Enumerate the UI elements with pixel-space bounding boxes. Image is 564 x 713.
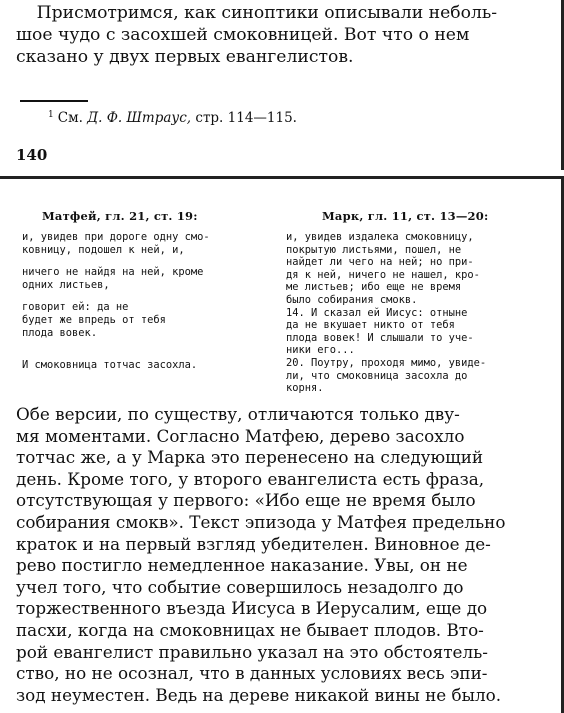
body-line: ство, но не осознал, что в данных условиях весь эпи- <box>16 663 488 684</box>
footnote-prefix: См. <box>57 110 83 126</box>
matthew-line: говорит ей: да не <box>22 301 129 314</box>
page-number: 140 <box>16 146 48 164</box>
body-line: Обе версии, по существу, отличаются только дву- <box>16 404 460 424</box>
footnote-marker: 1 <box>48 110 54 120</box>
mark-line: ли, что смоковница засохла до <box>286 369 468 382</box>
body-line: рой евангелист правильно указал на это обстоятель- <box>16 641 488 662</box>
matthew-spacer <box>22 339 266 349</box>
mark-line: ме листьев; ибо еще не время <box>286 281 462 294</box>
intro-paragraph <box>16 2 552 68</box>
mark-line: ники его... <box>286 344 355 357</box>
intro-line: шое чудо с засохшей смоковницей. Вот что о нем <box>16 25 470 45</box>
intro-line: сказано у двух первых евангелистов. <box>16 47 354 67</box>
matthew-spacer <box>22 256 266 266</box>
mark-line: 14. И сказал ей Иисус: отныне <box>286 306 468 319</box>
matthew-line: ничего не найдя на ней, кроме <box>22 266 204 279</box>
matthew-spacer <box>22 291 266 301</box>
intro-line: Присмотримся, как синоптики описывали неболь- <box>36 3 498 23</box>
body-line: собирания смокв». Текст эпизода у Матфея предельно <box>16 511 506 532</box>
mark-column <box>286 231 544 395</box>
mark-line: покрытую листьями, пошел, не <box>286 243 462 256</box>
body-line: торжественного въезда Иисуса в Иерусалим, еще до <box>16 598 488 619</box>
mark-line: было собирания смокв. <box>286 293 418 306</box>
mark-line: дя к ней, ничего не нашел, кро- <box>286 268 480 281</box>
body-line: рево постигло немедленное наказание. Увы, он не <box>16 555 468 576</box>
footnote-suffix: стр. 114—115. <box>195 110 297 126</box>
body-line: пасхи, когда на смоковницах не бывает плодов. Вто- <box>16 619 484 640</box>
matthew-heading: Матфей, гл. 21, ст. 19: <box>42 209 198 223</box>
body-line: зод неуместен. Ведь на дереве никакой вины не было. <box>16 684 502 705</box>
body-line: краток и на первый взгляд убедителен. Виновное де- <box>16 533 491 554</box>
matthew-line: будет же впредь от тебя <box>22 313 166 326</box>
mark-line: да не вкушает никто от тебя <box>286 319 455 332</box>
mark-line: 20. Поутру, проходя мимо, увиде- <box>286 356 487 369</box>
mark-line: плода вовек! И слышали то уче- <box>286 331 474 344</box>
mark-heading: Марк, гл. 11, ст. 13—20: <box>322 209 489 223</box>
footnote-author: Д. Ф. Штраус, <box>87 110 192 126</box>
body-line: день. Кроме того, у второго евангелиста есть фраза, <box>16 468 485 489</box>
mark-line: и, увидев издалека смоковницу, <box>286 231 474 243</box>
mark-line: найдет ли чего на ней; но при- <box>286 256 474 269</box>
body-line: мя моментами. Согласно Матфею, дерево засохло <box>16 425 465 446</box>
body-paragraph <box>16 404 546 706</box>
footnote <box>48 110 297 126</box>
mark-line: корня. <box>286 382 324 395</box>
body-line: тотчас же, а у Марка это перенесено на следующий <box>16 447 484 468</box>
matthew-line: и, увидев при дороге одну смо- <box>22 231 210 243</box>
matthew-line: И смоковница тотчас засохла. <box>22 359 198 372</box>
matthew-spacer <box>22 349 266 359</box>
bottom-page <box>0 176 564 713</box>
matthew-line: ковницу, подошел к ней, и, <box>22 243 185 256</box>
body-line: отсутствующая у первого: «Ибо еще не время было <box>16 490 476 511</box>
top-page <box>0 0 564 170</box>
body-line: учел того, что событие совершилось незадолго до <box>16 576 464 597</box>
matthew-line: одних листьев, <box>22 278 110 291</box>
matthew-column <box>22 231 266 372</box>
footnote-rule <box>20 100 88 102</box>
matthew-line: плода вовек. <box>22 326 98 339</box>
